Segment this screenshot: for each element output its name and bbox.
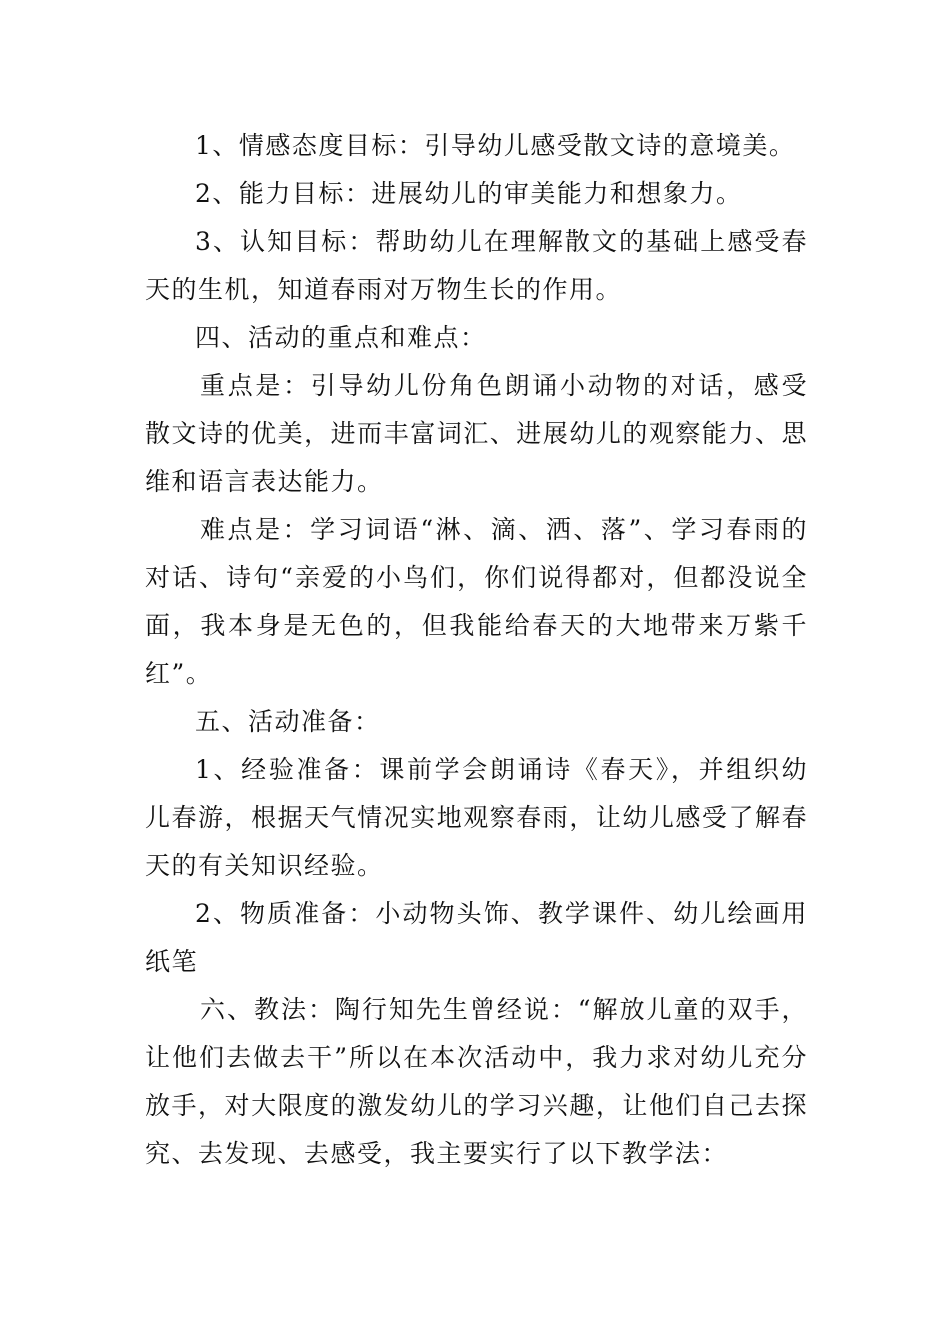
- paragraph-goal-ability: 2、能力目标：进展幼儿的审美能力和想象力。: [195, 179, 743, 208]
- paragraph-goal-emotion: 1、情感态度目标：引导幼儿感受散文诗的意境美。: [195, 131, 796, 160]
- paragraph-difficult-point: 难点是：学习词语“淋、滴、洒、落”、学习春雨的对话、诗句“亲爱的小鸟们，你们说得都对，但都没说全面，我本身是无色的，但我能给春天的大地带来万紫千红”。: [145, 515, 808, 688]
- paragraph-key-point: 重点是：引导幼儿份角色朗诵小动物的对话，感受散文诗的优美，进而丰富词汇、进展幼儿的观察能力、思维和语言表达能力。: [145, 371, 808, 496]
- paragraph-experience-preparation: 1、经验准备：课前学会朗诵诗《春天》，并组织幼儿春游，根据天气情况实地观察春雨，让幼儿感受了解春天的有关知识经验。: [145, 755, 808, 880]
- paragraph-teaching-method: 六、教法：陶行知先生曾经说：“解放儿童的双手，让他们去做去干”所以在本次活动中，我力求对幼儿充分放手，对大限度的激发幼儿的学习兴趣，让他们自己去探究、去发现、去感受，我主要实行了以下教学法：: [145, 995, 808, 1168]
- document-body: [145, 122, 808, 1178]
- section-heading-preparation: 五、活动准备：: [195, 707, 381, 736]
- paragraph-goal-cognition: 3、认知目标：帮助幼儿在理解散文的基础上感受春天的生机，知道春雨对万物生长的作用。: [145, 227, 808, 304]
- section-heading-key-points: 四、活动的重点和难点：: [195, 323, 487, 352]
- paragraph-material-preparation: 2、物质准备：小动物头饰、教学课件、幼儿绘画用纸笔: [145, 899, 808, 976]
